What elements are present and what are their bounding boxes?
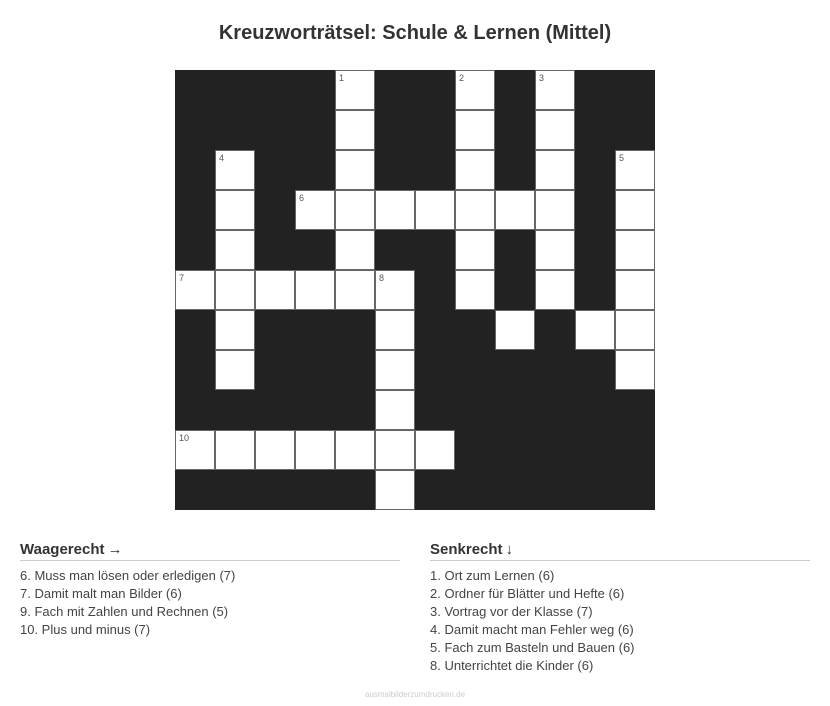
clue-item: 3. Vortrag vor der Klasse (7)	[430, 604, 593, 619]
grid-cell[interactable]	[215, 190, 255, 230]
clue-item: 7. Damit malt man Bilder (6)	[20, 586, 182, 601]
grid-cell[interactable]	[615, 350, 655, 390]
down-clue-list	[430, 567, 810, 675]
grid-cell[interactable]	[535, 190, 575, 230]
grid-cell[interactable]	[575, 310, 615, 350]
crossword-grid	[175, 70, 655, 510]
grid-cell[interactable]	[495, 190, 535, 230]
clue-item: 4. Damit macht man Fehler weg (6)	[430, 622, 634, 637]
page-title: Kreuzworträtsel: Schule & Lernen (Mittel)	[218, 22, 612, 44]
grid-cell[interactable]	[535, 110, 575, 150]
clue-number: 2	[459, 73, 465, 83]
grid-cell[interactable]	[375, 470, 415, 510]
across-heading	[20, 540, 400, 561]
footer-watermark: ausmalbilderzumdrucken.de	[364, 690, 466, 699]
grid-cell[interactable]	[375, 430, 415, 470]
grid-cell[interactable]	[255, 430, 295, 470]
grid-cell[interactable]	[215, 150, 255, 190]
clue-number: 1	[339, 73, 345, 83]
clue-number: 6	[299, 193, 305, 203]
across-clues-panel	[20, 540, 400, 639]
grid-cell[interactable]	[375, 310, 415, 350]
down-heading-label: Senkrecht	[430, 541, 503, 558]
grid-cell[interactable]	[175, 430, 215, 470]
grid-cell[interactable]	[455, 190, 495, 230]
grid-cell[interactable]	[335, 110, 375, 150]
clue-item: 2. Ordner für Blätter und Hefte (6)	[430, 586, 625, 601]
grid-cell[interactable]	[455, 150, 495, 190]
grid-cell[interactable]	[375, 270, 415, 310]
grid-cell[interactable]	[535, 70, 575, 110]
grid-cell[interactable]	[375, 390, 415, 430]
grid-cell[interactable]	[175, 270, 215, 310]
grid-cell[interactable]	[335, 70, 375, 110]
clue-item: 1. Ort zum Lernen (6)	[430, 568, 555, 583]
grid-cell[interactable]	[415, 190, 455, 230]
clue-number: 10	[179, 433, 190, 443]
clue-item: 10. Plus und minus (7)	[20, 622, 151, 637]
clue-number: 4	[219, 153, 225, 163]
clue-number: 3	[539, 73, 545, 83]
grid-cell[interactable]	[415, 430, 455, 470]
clue-number: 8	[379, 273, 385, 283]
grid-cell[interactable]	[335, 430, 375, 470]
clue-item: 9. Fach mit Zahlen und Rechnen (5)	[20, 604, 229, 619]
grid-cell[interactable]	[215, 230, 255, 270]
grid-cell[interactable]	[215, 430, 255, 470]
clue-number: 7	[179, 273, 185, 283]
clue-number: 5	[619, 153, 625, 163]
grid-cell[interactable]	[535, 150, 575, 190]
across-clue-list	[20, 567, 400, 639]
grid-cell[interactable]	[335, 150, 375, 190]
clue-item: 8. Unterrichtet die Kinder (6)	[430, 658, 594, 673]
grid-cell[interactable]	[615, 150, 655, 190]
grid-cell[interactable]	[615, 270, 655, 310]
across-heading-label: Waagerecht	[20, 541, 105, 558]
down-arrow-icon: ↓	[505, 541, 514, 558]
grid-cell[interactable]	[535, 270, 575, 310]
grid-cell[interactable]	[455, 110, 495, 150]
grid-cell[interactable]	[615, 190, 655, 230]
grid-cell[interactable]	[335, 230, 375, 270]
grid-cell[interactable]	[495, 310, 535, 350]
grid-cell[interactable]	[455, 270, 495, 310]
grid-cell[interactable]	[295, 190, 335, 230]
grid-cell[interactable]	[255, 270, 295, 310]
down-clues-panel	[430, 540, 810, 675]
grid-cell[interactable]	[295, 270, 335, 310]
grid-cell[interactable]	[295, 430, 335, 470]
grid-cell[interactable]	[375, 190, 415, 230]
grid-cell[interactable]	[615, 310, 655, 350]
grid-cell[interactable]	[335, 190, 375, 230]
grid-cell[interactable]	[335, 270, 375, 310]
grid-cell[interactable]	[455, 230, 495, 270]
grid-cell[interactable]	[215, 350, 255, 390]
right-arrow-icon: →	[107, 541, 123, 558]
clue-item: 6. Muss man lösen oder erledigen (7)	[20, 568, 236, 583]
grid-cell[interactable]	[215, 270, 255, 310]
down-heading	[430, 540, 810, 561]
grid-cell[interactable]	[455, 70, 495, 110]
clue-item: 5. Fach zum Basteln und Bauen (6)	[430, 640, 635, 655]
grid-cell[interactable]	[375, 350, 415, 390]
grid-cell[interactable]	[535, 230, 575, 270]
grid-cell[interactable]	[615, 230, 655, 270]
grid-cell[interactable]	[215, 310, 255, 350]
